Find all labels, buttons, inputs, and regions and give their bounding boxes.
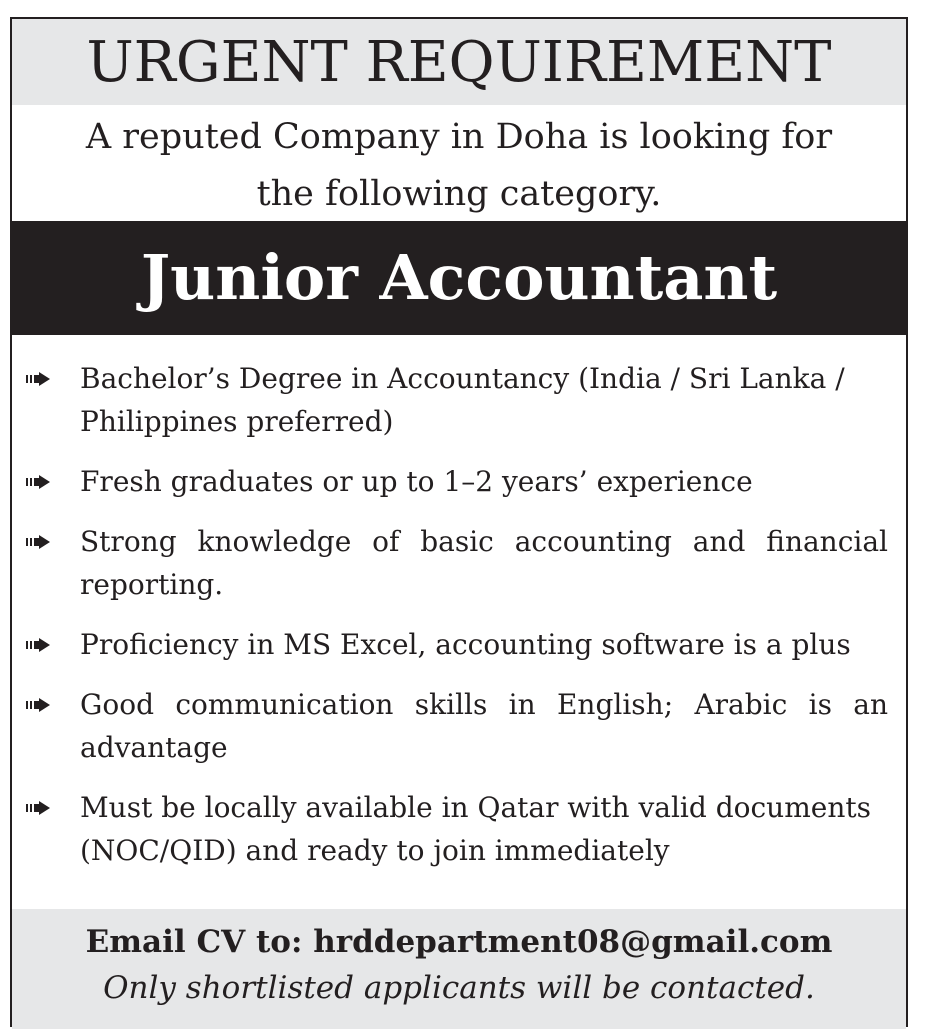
- requirement-text: Fresh graduates or up to 1–2 years’ experience: [80, 465, 753, 498]
- arrow-right-icon: [26, 801, 50, 815]
- job-advertisement: [10, 17, 908, 1027]
- requirement-text: Good communication skills in English; Arabic is an advantage: [80, 688, 888, 764]
- list-item: [12, 683, 906, 769]
- job-title: Junior Accountant: [140, 241, 778, 314]
- list-item: [12, 357, 906, 443]
- requirement-text: Bachelor’s Degree in Accountancy (India / Sri Lanka / Philippines preferred): [80, 362, 845, 438]
- header-band: [12, 19, 906, 105]
- requirements-list: [12, 357, 906, 889]
- job-title-band: [12, 221, 906, 335]
- list-item: [12, 460, 906, 503]
- ad-headline: URGENT REQUIREMENT: [86, 30, 832, 95]
- shortlist-note: Only shortlisted applicants will be contacted.: [103, 970, 815, 1006]
- list-item: [12, 786, 906, 872]
- list-item: [12, 623, 906, 666]
- arrow-right-icon: [26, 698, 50, 712]
- arrow-right-icon: [26, 638, 50, 652]
- intro-text: [12, 109, 906, 223]
- intro-line-2: the following category.: [256, 174, 662, 214]
- arrow-right-icon: [26, 535, 50, 549]
- arrow-right-icon: [26, 372, 50, 386]
- arrow-right-icon: [26, 475, 50, 489]
- contact-band: [12, 909, 906, 1029]
- email-cv-line: Email CV to: hrddepartment08@gmail.com: [85, 924, 833, 960]
- requirement-text: Strong knowledge of basic accounting and financial reporting.: [80, 525, 888, 601]
- requirement-text: Proficiency in MS Excel, accounting software is a plus: [80, 628, 851, 661]
- requirement-text: Must be locally available in Qatar with valid documents (NOC/QID) and ready to join immediately: [80, 791, 871, 867]
- list-item: [12, 520, 906, 606]
- intro-line-1: A reputed Company in Doha is looking for: [85, 117, 833, 157]
